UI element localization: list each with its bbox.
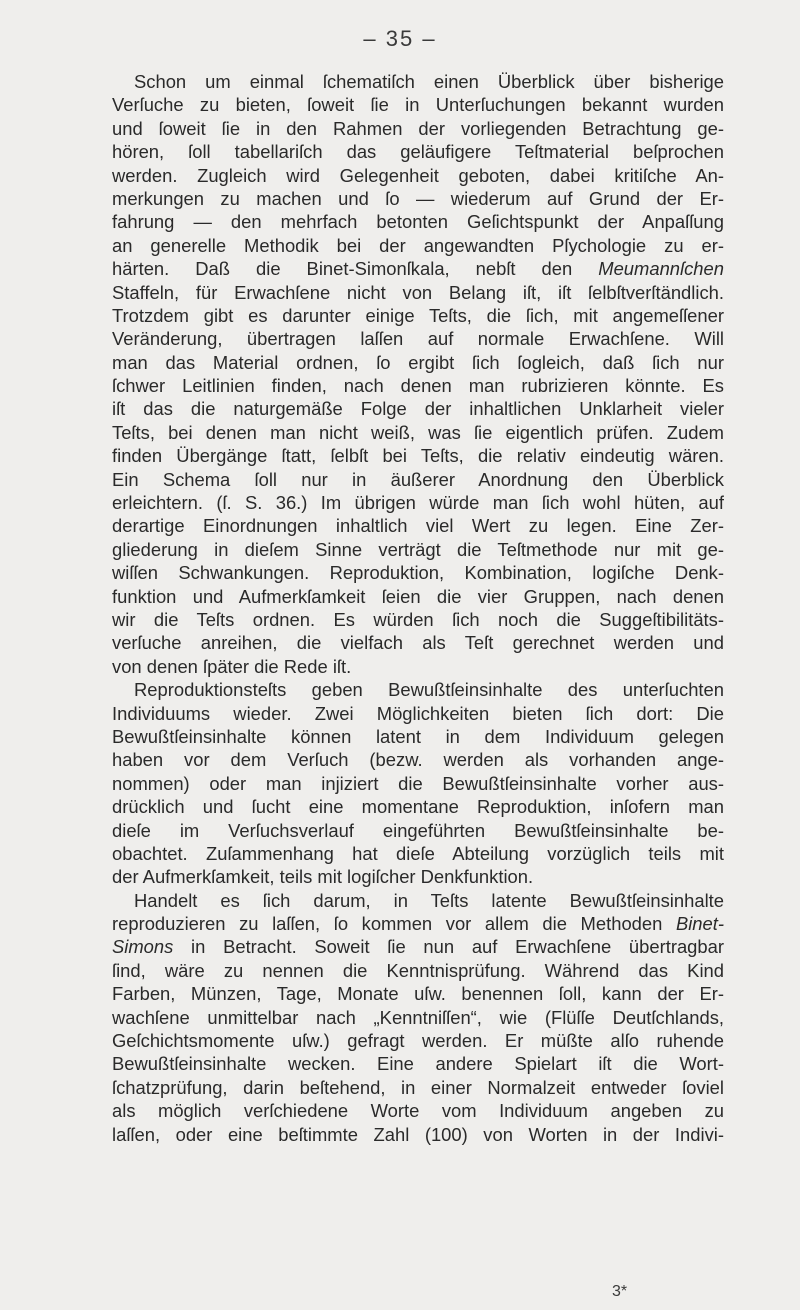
text-line: wir die Teſts ordnen. Es würden ſich noch die Suggeſtibilitäts- xyxy=(112,608,724,630)
text-line: laſſen, oder eine beſtimmte Zahl (100) von Worten in der Indivi- xyxy=(112,1123,724,1145)
text-line: als möglich verſchiedene Worte vom Individuum angeben zu xyxy=(112,1100,724,1122)
text-line: ſchwer Leitlinien finden, nach denen man rubrizieren könnte. Es xyxy=(112,375,724,397)
text-line: Teſts, bei denen man nicht weiß, was ſie eigentlich prüfen. Zudem xyxy=(112,421,724,443)
text-line: man das Material ordnen, ſo ergibt ſich ſogleich, daß ſich nur xyxy=(112,351,724,373)
text-line: Bewußtſeinsinhalte wecken. Eine andere Spielart iſt die Wort- xyxy=(112,1053,724,1075)
text-line: wachſene unmittelbar nach „Kenntniſſen“, wie (Flüſſe Deutſchlands, xyxy=(112,1006,724,1028)
text-line: ſchatzprüfung, darin beſtehend, in einer Normalzeit entweder ſoviel xyxy=(112,1076,724,1098)
text-line: derartige Einordnungen inhaltlich viel Wert zu legen. Eine Zer- xyxy=(112,515,724,537)
body-text xyxy=(112,70,724,1146)
text-line: erleichtern. (ſ. S. 36.) Im übrigen würde man ſich wohl hüten, auf xyxy=(112,492,724,514)
text-line: Geſchichtsmomente uſw.) gefragt werden. Er müßte alſo ruhende xyxy=(112,1030,724,1052)
text-line: gliederung in dieſem Sinne verträgt die Teſtmethode nur mit ge- xyxy=(112,538,724,560)
text-line: härten. Daß die Binet-Simonſkala, nebſt den Meumannſchen xyxy=(112,258,724,280)
text-line: Simons in Betracht. Soweit ſie nun auf Erwachſene übertragbar xyxy=(112,936,724,958)
text-line: Ein Schema ſoll nur in äußerer Anordnung den Überblick xyxy=(112,468,724,490)
text-line: merkungen zu machen und ſo — wiederum auf Grund der Er- xyxy=(112,187,724,209)
text-line: funktion und Aufmerkſamkeit ſeien die vier Gruppen, nach denen xyxy=(112,585,724,607)
text-line: drücklich und ſucht eine momentane Reproduktion, inſofern man xyxy=(112,796,724,818)
text-line: nommen) oder man injiziert die Bewußtſeinsinhalte vorher aus- xyxy=(112,772,724,794)
text-line: reproduzieren zu laſſen, ſo kommen vor allem die Methoden Binet- xyxy=(112,913,724,935)
text-line: wiſſen Schwankungen. Reproduktion, Kombination, logiſche Denk- xyxy=(112,562,724,584)
text-line: ſind, wäre zu nennen die Kenntnisprüfung. Während das Kind xyxy=(112,959,724,981)
text-line: finden Übergänge ſtatt, ſelbſt bei Teſts, die relativ eindeutig wären. xyxy=(112,445,724,467)
text-line: fahrung — den mehrfach betonten Geſichtspunkt der Anpaſſung xyxy=(112,211,724,233)
text-line: werden. Zugleich wird Gelegenheit geboten, dabei kritiſche An- xyxy=(112,164,724,186)
text-line: Bewußtſeinsinhalte können latent in dem Individuum gelegen xyxy=(112,725,724,747)
text-line: und ſoweit ſie in den Rahmen der vorliegenden Betrachtung ge- xyxy=(112,117,724,139)
text-line: obachtet. Zuſammenhang hat dieſe Abteilung vorzüglich teils mit xyxy=(112,842,724,864)
text-line: verſuche anreihen, die vielfach als Teſt gerechnet werden und xyxy=(112,632,724,654)
page-number: – 35 – xyxy=(363,26,437,51)
text-line: Trotzdem gibt es darunter einige Teſts, die ſich, mit angemeſſener xyxy=(112,304,724,326)
text-line: Staffeln, für Erwachſene nicht von Belang iſt, iſt ſelbſtverſtändlich. xyxy=(112,281,724,303)
text-line: Schon um einmal ſchematiſch einen Überblick über bisherige xyxy=(134,71,724,92)
text-line: Reproduktionsteſts geben Bewußtſeinsinhalte des unterſuchten xyxy=(134,679,724,701)
text-line: hören, ſoll tabellariſch das geläufigere Teſtmaterial beſprochen xyxy=(112,141,724,163)
text-line: Veränderung, übertragen laſſen auf normale Erwachſene. Will xyxy=(112,328,724,350)
text-line: Farben, Münzen, Tage, Monate uſw. benennen ſoll, kann der Er- xyxy=(112,983,724,1005)
text-line: Individuums wieder. Zwei Möglichkeiten bieten ſich dort: Die xyxy=(112,702,724,724)
signature-mark: 3* xyxy=(612,1283,628,1300)
text-line: iſt das die naturgemäße Folge der inhaltlichen Unklarheit vieler xyxy=(112,398,724,420)
text-line: haben vor dem Verſuch (bezw. werden als vorhanden ange- xyxy=(112,749,724,771)
text-line: der Aufmerkſamkeit, teils mit logiſcher Denkfunktion. xyxy=(112,866,534,888)
text-line: Handelt es ſich darum, in Teſts latente Bewußtſeinsinhalte xyxy=(134,889,724,911)
text-line: Verſuche zu bieten, ſoweit ſie in Unterſuchungen bekannt wurden xyxy=(112,94,724,116)
text-line: an generelle Methodik bei der angewandten Pſychologie zu er- xyxy=(112,234,724,256)
text-line: von denen ſpäter die Rede iſt. xyxy=(112,655,352,677)
text-line: dieſe im Verſuchsverlauf eingeführten Bewußtſeinsinhalte be- xyxy=(112,819,724,841)
